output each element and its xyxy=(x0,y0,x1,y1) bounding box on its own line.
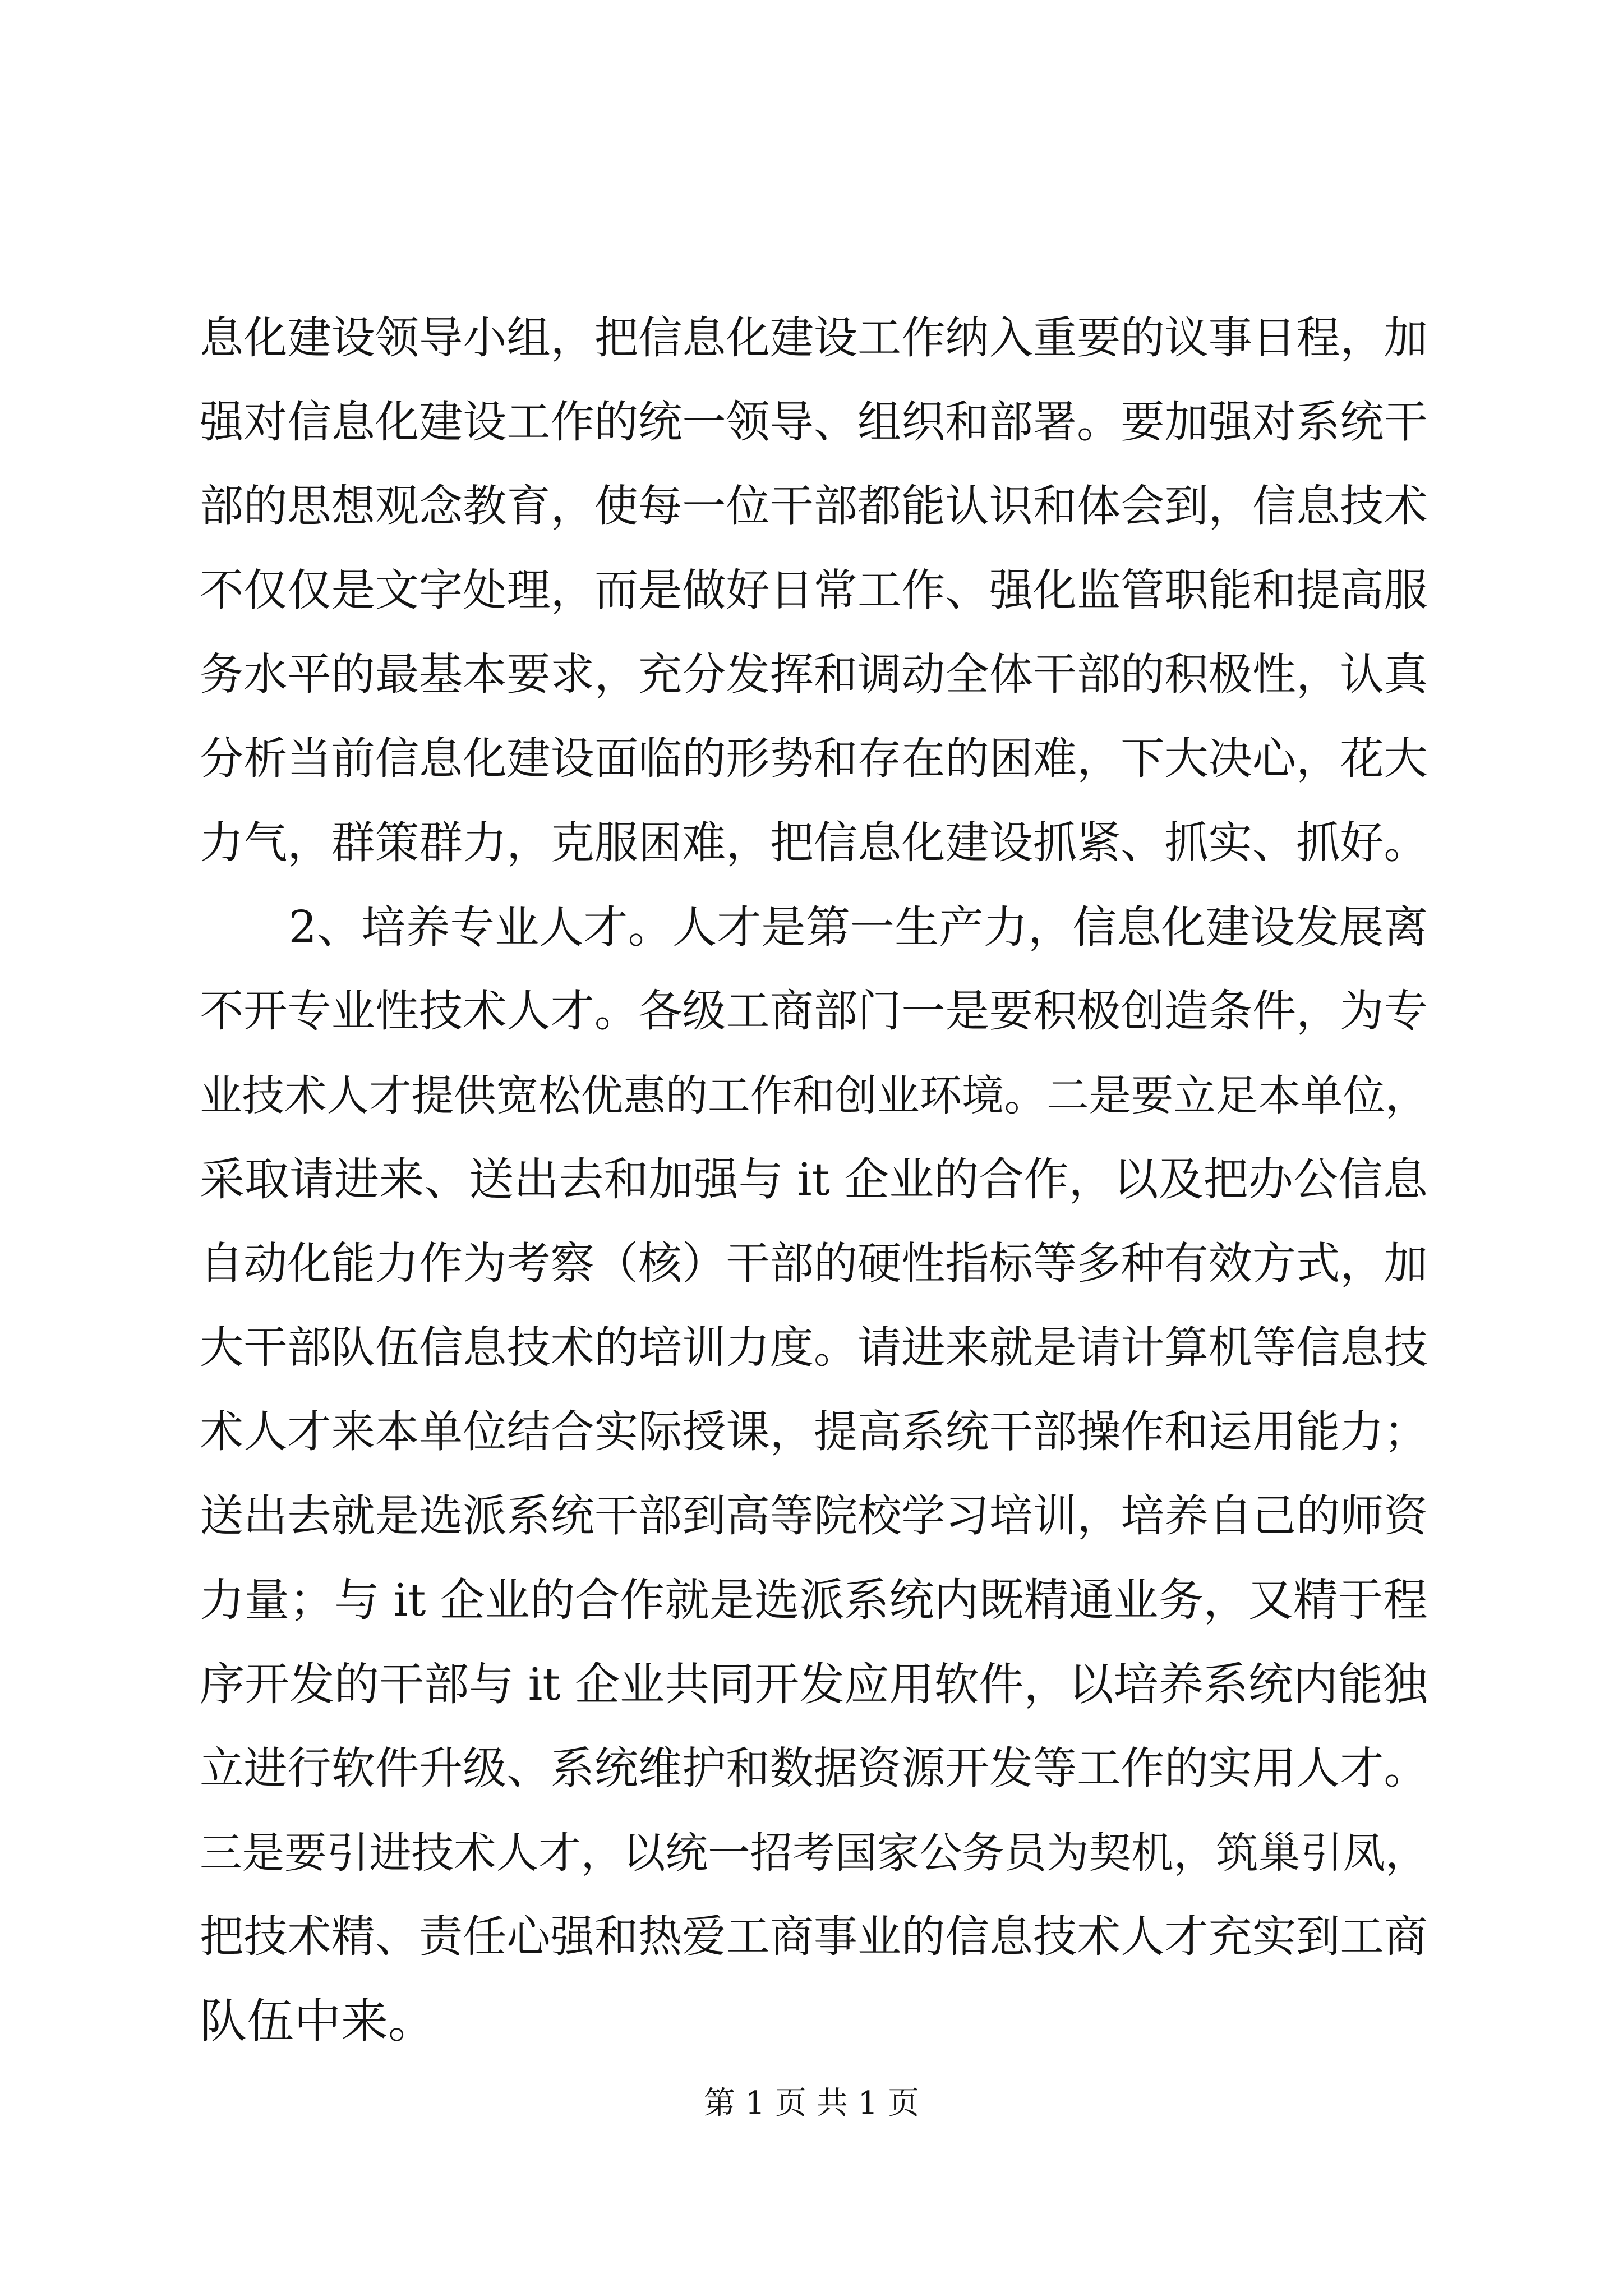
text-line: 息化建设领导小组，把信息化建设工作纳入重要的议事日程，加 xyxy=(200,312,1428,364)
text-line: 大干部队伍信息技术的培训力度。请进来就是请计算机等信息技 xyxy=(200,1322,1428,1373)
text-line: 业技术人才提供宽松优惠的工作和创业环境。二是要立足本单位， xyxy=(200,1071,1428,1120)
text-line: 力气，群策群力，克服困难，把信息化建设抓紧、抓实、抓好。 xyxy=(200,817,1428,868)
text-line: 务水平的最基本要求，充分发挥和调动全体干部的积极性，认真 xyxy=(200,649,1428,700)
text-line: 力量；与 it 企业的合作就是选派系统内既精通业务，又精于程 xyxy=(200,1574,1428,1626)
text-line: 三是要引进技术人才，以统一招考国家公务员为契机，筑巢引凤， xyxy=(200,1828,1428,1878)
text-line: 序开发的干部与 it 企业共同开发应用软件，以培养系统内能独 xyxy=(200,1658,1428,1710)
text-line: 部的思想观念教育，使每一位干部都能认识和体会到，信息技术 xyxy=(200,481,1428,532)
text-line: 2、培养专业人才。人才是第一生产力，信息化建设发展离 xyxy=(200,901,1428,953)
text-line: 把技术精、责任心强和热爱工商事业的信息技术人才充实到工商 xyxy=(200,1911,1428,1962)
page-footer: 第 1 页 共 1 页 xyxy=(703,2085,920,2122)
text-line: 采取请进来、送出去和加强与 it 企业的合作，以及把办公信息 xyxy=(200,1153,1428,1205)
text-line: 立进行软件升级、系统维护和数据资源开发等工作的实用人才。 xyxy=(200,1743,1428,1794)
text-line: 强对信息化建设工作的统一领导、组织和部署。要加强对系统干 xyxy=(200,397,1428,448)
text-line: 自动化能力作为考察（核）干部的硬性指标等多种有效方式，加 xyxy=(200,1238,1428,1289)
text-line: 队伍中来。 xyxy=(200,1994,436,2049)
text-line: 术人才来本单位结合实际授课，提高系统干部操作和运用能力； xyxy=(200,1406,1428,1457)
text-line: 不仅仅是文字处理，而是做好日常工作、强化监管职能和提高服 xyxy=(200,565,1428,616)
text-line: 送出去就是选派系统干部到高等院校学习培训，培养自己的师资 xyxy=(200,1490,1428,1542)
text-line: 分析当前信息化建设面临的形势和存在的困难，下大决心，花大 xyxy=(200,733,1428,784)
text-line: 不开专业性技术人才。各级工商部门一是要积极创造条件，为专 xyxy=(200,986,1428,1037)
